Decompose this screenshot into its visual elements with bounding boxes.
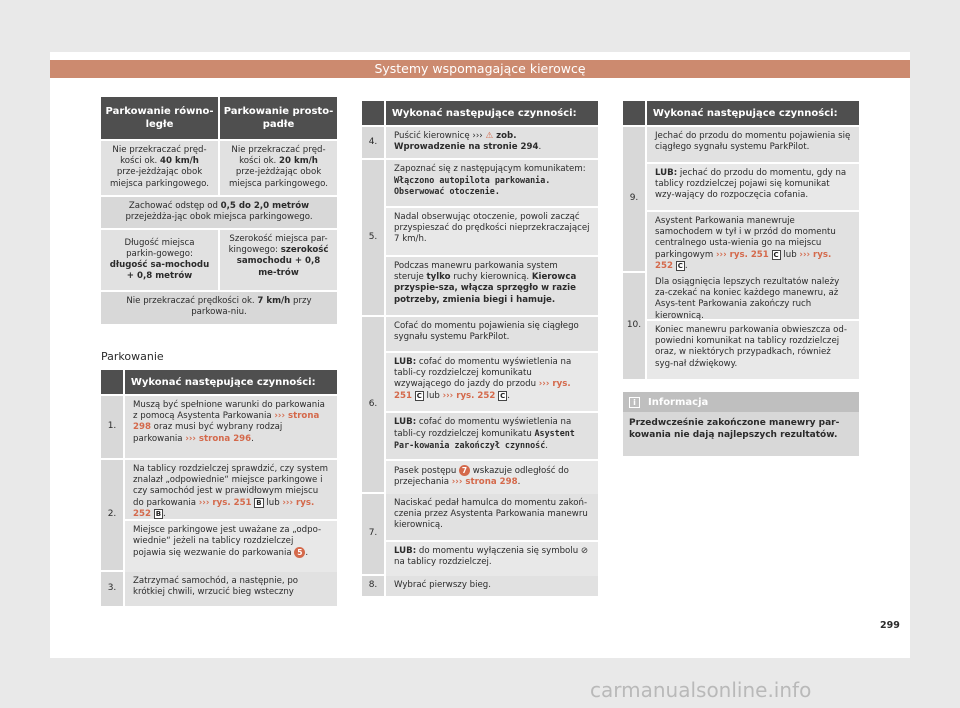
steps-table-middle: [362, 101, 598, 596]
steps-header: Wykonać następujące czynności:: [125, 370, 337, 394]
steps-table-right: [623, 101, 859, 379]
watermark: carmanualsonline.info: [590, 678, 812, 702]
step-number: 4.: [362, 127, 384, 158]
step-text: LUB: cofać do momentu wyświetlenia na tabli-cy rozdzielczej komunikatu wzywającego do jazdy do przodu ››› rys. 251 C lub ››› rys. 252 C .: [386, 353, 598, 411]
compare-cell: Nie przekraczać prędkości ok. 7 km/h przy parkowa-niu.: [101, 292, 337, 324]
step-text: Jechać do przodu do momentu pojawienia się ciągłego sygnału systemu ParkPilot.: [647, 127, 859, 162]
compare-cell: Nie przekraczać pręd-kości ok. 20 km/h prze-jeżdżając obok miejsca parkingowego.: [220, 141, 337, 195]
step-text: Naciskać pedał hamulca do momentu zakoń-czenia przez Asystenta Parkowania manewru kierownicą.: [386, 494, 598, 540]
step-text: Nadal obserwując otoczenie, powoli zacząć przyspieszać do prędkości nieprzekraczającej 7 km/h.: [386, 208, 598, 255]
parking-symbol-icon: ⊘: [580, 546, 589, 556]
info-text: Przedwcześnie zakończone manewry par-kowania nie dają najlepszych rezultatów.: [629, 418, 840, 441]
step-number: 7.: [362, 494, 384, 574]
step-text: Miejsce parkingowe jest uważane za „odpo-wiednie“ jeżeli na tablicy rozdzielczej pojawia się wezwanie do parkowania 5 .: [125, 521, 337, 572]
compare-header-perpendicular: Parkowanie prosto-padłe: [220, 97, 337, 139]
step-text: Na tablicy rozdzielczej sprawdzić, czy system znalazł „odpowiednie“ miejsce parkingowe i czy samochód jest w prawidłowym miejscu do parkowania ››› rys. 251 B lub ››› rys. 252 B .: [125, 460, 337, 519]
step-text: Zatrzymać samochód, a następnie, po krótkiej chwili, wrzucić bieg wsteczny: [125, 572, 337, 606]
step-number: 5.: [362, 160, 384, 315]
step-number: 9.: [623, 127, 645, 271]
step-number: 8.: [362, 576, 384, 596]
section-heading: Parkowanie: [101, 350, 164, 363]
info-icon: i: [629, 397, 640, 408]
step-number: 6.: [362, 317, 384, 492]
callout-circle: 7: [459, 465, 470, 476]
compare-table: [101, 97, 337, 324]
steps-table-left: [101, 370, 337, 606]
compare-cell: Szerokość miejsca par-kingowego: szerokość samochodu + 0,8 me-trów: [220, 230, 337, 290]
warning-icon: ⚠: [485, 131, 494, 141]
compare-header-parallel: Parkowanie równo-ległe: [101, 97, 218, 139]
step-text: LUB: jechać do przodu do momentu, gdy na tablicy rozdzielczej pojawi się komunikat wzy-wający do rozpoczęcia cofania.: [647, 164, 859, 210]
step-number: 1.: [101, 396, 123, 458]
step-number: 10.: [623, 273, 645, 379]
step-number: 3.: [101, 572, 123, 606]
page-number: 299: [880, 620, 900, 631]
step-text: LUB: cofać do momentu wyświetlenia na tabli-cy rozdzielczej komunikatu Asystent Par-kowania zakończył czynność.: [386, 413, 598, 459]
step-number: 2.: [101, 460, 123, 570]
compare-cell: Długość miejsca parkin-gowego: długość sa-mochodu + 0,8 metrów: [101, 230, 218, 290]
step-text: Cofać do momentu pojawienia się ciągłego sygnału systemu ParkPilot.: [386, 317, 598, 351]
info-box: [623, 392, 859, 456]
compare-cell: Nie przekraczać pręd-kości ok. 40 km/h prze-jeżdżając obok miejsca parkingowego.: [101, 141, 218, 195]
compare-cell: Zachować odstęp od 0,5 do 2,0 metrów przejeżdża-jąc obok miejsca parkingowego.: [101, 197, 337, 228]
step-text: Puścić kierownicę ››› ⚠ zob. Wprowadzenie na stronie 294.: [386, 127, 598, 158]
step-text: Asystent Parkowania manewruje samochodem w tył i w przód do momentu centralnego usta-wienia go na miejscu parkingowym ››› rys. 251 C lub ››› rys. 252 C .: [647, 212, 859, 273]
steps-header: Wykonać następujące czynności:: [386, 101, 598, 125]
step-text: Muszą być spełnione warunki do parkowania z pomocą Asystenta Parkowania ››› strona 298 oraz musi być wybrany rodzaj parkowania ››› strona 296.: [125, 396, 337, 458]
step-text: Zapoznać się z następującym komunikatem: Włączono autopilota parkowania. Obserwować otoczenie.: [386, 160, 598, 206]
info-title: Informacja: [648, 396, 709, 408]
callout-circle: 5: [294, 547, 305, 558]
step-text: Koniec manewru parkowania obwieszcza od-powiedni komunikat na tablicy rozdzielczej oraz, w niektórych przypadkach, również syg-nał dźwiękowy.: [647, 321, 859, 379]
step-text: Dla osiągnięcia lepszych rezultatów należy za-czekać na koniec każdego manewru, aż Asys-tent Parkowania zakończy ruch kierownicą.: [647, 273, 859, 319]
step-text: Wybrać pierwszy bieg.: [386, 576, 598, 596]
step-text: Pasek postępu 7 wskazuje odległość do przejechania ››› strona 298.: [386, 461, 598, 494]
page-title: Systemy wspomagające kierowcę: [50, 60, 910, 78]
steps-header: Wykonać następujące czynności:: [647, 101, 859, 125]
step-text: LUB: do momentu wyłączenia się symbolu ⊘ na tablicy rozdzielczej.: [386, 542, 598, 576]
step-text: Podczas manewru parkowania system steruje tylko ruchy kierownicą. Kierowca przyspie-sza, włącza sprzęgło w razie potrzeby, zmienia biegi i hamuje.: [386, 257, 598, 315]
